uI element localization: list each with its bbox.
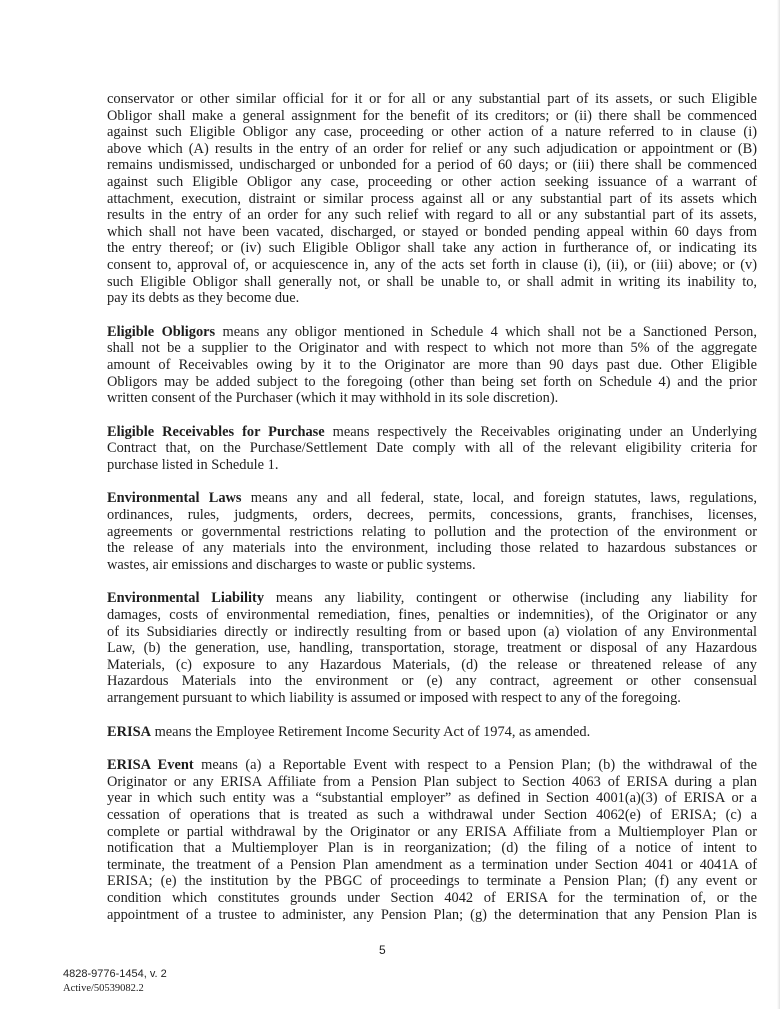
text-line [107, 824, 757, 841]
text-line [107, 207, 757, 224]
line-text: such Eligible Obligor shall generally not, or shall be unable to, or shall admit in writing its inability to, [107, 273, 757, 290]
line-text: the release of any materials into the environment, including those related to hazardous substances or [107, 540, 757, 557]
line-text: Hazardous Materials into the environment or (e) any contract, agreement or other consensual [107, 673, 757, 690]
line-text: shall not be a supplier to the Originator and with respect to which not more than 5% of the aggregate [107, 340, 757, 357]
line-text: wastes, air emissions and discharges to waste or public systems. [107, 556, 476, 573]
text-line [107, 324, 757, 341]
text-line [107, 807, 757, 824]
definition-paragraph [107, 757, 757, 923]
text-line [107, 624, 757, 641]
active-document-id: Active/50539082.2 [63, 983, 144, 994]
page-number: 5 [379, 943, 386, 957]
text-line [107, 157, 757, 174]
text-line [107, 640, 757, 657]
line-text: means any and all federal, state, local, and foreign statutes, laws, regulations, [241, 490, 757, 507]
line-text: pay its debts as they become due. [107, 290, 300, 307]
text-line [107, 108, 757, 125]
line-text: ERISA; (e) the institution by the PBGC of proceedings to terminate a Pension Plan; (f) any event or [107, 873, 757, 890]
text-line [107, 890, 757, 907]
defined-term: Eligible Obligors [107, 323, 216, 340]
defined-term: Eligible Receivables for Purchase [107, 423, 325, 440]
text-line [107, 557, 757, 574]
text-line [107, 690, 757, 707]
line-text: Materials, (c) exposure to any Hazardous Materials, (d) the release or threatened release of any [107, 656, 757, 673]
text-line [107, 607, 757, 624]
text-line [107, 424, 757, 441]
line-text: amount of Receivables owing by it to the Originator are more than 90 days past due. Other Eligible [107, 356, 757, 373]
line-text: purchase listed in Schedule 1. [107, 456, 279, 473]
line-text: terminate, the treatment of a Pension Plan amendment as a termination under Section 4041 or 4041A of [107, 856, 757, 873]
defined-term: Environmental Liability [107, 590, 265, 607]
text-line [107, 790, 757, 807]
definition-paragraph [107, 490, 757, 573]
line-text: Originator or any ERISA Affiliate from a Pension Plan subject to Section 4063 of ERISA during a plan [107, 773, 757, 790]
text-line [107, 191, 757, 208]
definition-paragraph [107, 424, 757, 474]
text-line [107, 390, 757, 407]
definition-paragraph [107, 324, 757, 407]
text-line [107, 457, 757, 474]
text-line [107, 124, 757, 141]
line-text: of its Subsidiaries directly or indirectly resulting from or based upon (a) violation of any Environmental [107, 623, 757, 640]
text-line [107, 774, 757, 791]
line-text: ordinances, rules, judgments, orders, decrees, permits, concessions, grants, franchises, licenses, [107, 507, 757, 524]
defined-term: Environmental Laws [107, 490, 242, 507]
line-text: cessation of operations that is treated as such a withdrawal under Section 4062(e) of ERISA; (c) a [107, 806, 757, 823]
line-text: damages, costs of environmental remediation, fines, penalties or indemnities), of the Originator or any [107, 607, 757, 624]
line-text: Obligor shall make a general assignment for the benefit of its creditors; or (ii) there shall be commenced [107, 107, 757, 124]
text-line [107, 440, 757, 457]
definition-paragraph [107, 91, 757, 307]
text-line [107, 257, 757, 274]
line-text: notification that a Multiemployer Plan is in reorganization; (d) the filing of a notice of intent to [107, 840, 757, 857]
line-text: means any obligor mentioned in Schedule 4 which shall not be a Sanctioned Person, [215, 323, 757, 340]
line-text: arrangement pursuant to which liability is assumed or imposed with respect to any of the foregoing. [107, 690, 681, 706]
line-text: Obligors may be added subject to the foregoing (other than being set forth on Schedule 4) and the prior [107, 373, 757, 390]
text-line [107, 91, 757, 108]
line-text: the entry thereof; or (iv) such Eligible Obligor shall take any action in furtherance of, or indicating its [107, 240, 757, 257]
line-text: means any liability, contingent or otherwise (including any liability for [264, 590, 757, 607]
line-text: attachment, execution, distraint or similar process against all or any substantial part of its assets which [107, 190, 757, 207]
line-text: agreements or governmental restrictions relating to pollution and the protection of the environment or [107, 523, 757, 540]
defined-term: ERISA [107, 723, 151, 740]
text-line [107, 857, 757, 874]
line-text: means the Employee Retirement Income Security Act of 1974, as amended. [151, 723, 591, 740]
text-line [107, 507, 757, 524]
line-text: Contract that, on the Purchase/Settlement Date comply with all of the relevant eligibility criteria for [107, 440, 757, 457]
text-line [107, 907, 757, 924]
text-line [107, 524, 757, 541]
text-line [107, 174, 757, 191]
line-text: above which (A) results in the entry of an order for relief or any such adjudication or appointment or (B) [107, 140, 757, 157]
line-text: written consent of the Purchaser (which it may withhold in its sole discretion). [107, 390, 559, 407]
document-body [107, 91, 757, 940]
text-line [107, 757, 757, 774]
line-text: results in the entry of an order for any such relief with regard to all or any substantial part of its assets, [107, 207, 757, 224]
text-line [107, 340, 757, 357]
defined-term: ERISA Event [107, 757, 194, 774]
line-text: against such Eligible Obligor any case, proceeding or other action of a nature referred to in clause (i) [107, 124, 757, 141]
line-text: consent to, approval of, or acquiescence in, any of the acts set forth in clause (i), (ii), or (iii) above; or (v) [107, 256, 757, 273]
text-line [107, 274, 757, 291]
text-line [107, 590, 757, 607]
text-line [107, 840, 757, 857]
text-line [107, 357, 757, 374]
text-line [107, 224, 757, 241]
definition-paragraph [107, 590, 757, 706]
line-text: remains undismissed, undischarged or unbonded for a period of 60 days; or (iii) there shall be commenced [107, 157, 757, 174]
line-text: which shall not have been vacated, discharged, or stayed or bonded pending appeal within 60 days from [107, 223, 757, 240]
text-line [107, 724, 757, 741]
line-text: appointment of a trustee to administer, any Pension Plan; (g) the determination that any Pension Plan is [107, 906, 757, 923]
text-line [107, 540, 757, 557]
line-text: against such Eligible Obligor any case, proceeding or other action seeking issuance of a warrant of [107, 173, 757, 190]
line-text: complete or partial withdrawal by the Originator or any ERISA Affiliate from a Multiemployer Plan or [107, 823, 757, 840]
text-line [107, 240, 757, 257]
text-line [107, 374, 757, 391]
line-text: means (a) a Reportable Event with respect to a Pension Plan; (b) the withdrawal of the [193, 757, 757, 774]
text-line [107, 657, 757, 674]
text-line [107, 673, 757, 690]
text-line [107, 141, 757, 158]
line-text: year in which such entity was a “substantial employer” as defined in Section 4001(a)(3) of ERISA or a [107, 790, 757, 807]
text-line [107, 490, 757, 507]
text-line [107, 290, 757, 307]
line-text: condition which constitutes grounds under Section 4042 of ERISA for the termination of, or the [107, 889, 757, 906]
definition-paragraph [107, 724, 757, 741]
document-id: 4828-9776-1454, v. 2 [63, 968, 167, 980]
line-text: means respectively the Receivables originating under an Underlying [324, 423, 758, 440]
line-text: Law, (b) the generation, use, handling, transportation, storage, treatment or disposal of any Hazardous [107, 640, 757, 657]
text-line [107, 873, 757, 890]
line-text: conservator or other similar official for it or for all or any substantial part of its assets, or such Eligible [107, 91, 757, 107]
